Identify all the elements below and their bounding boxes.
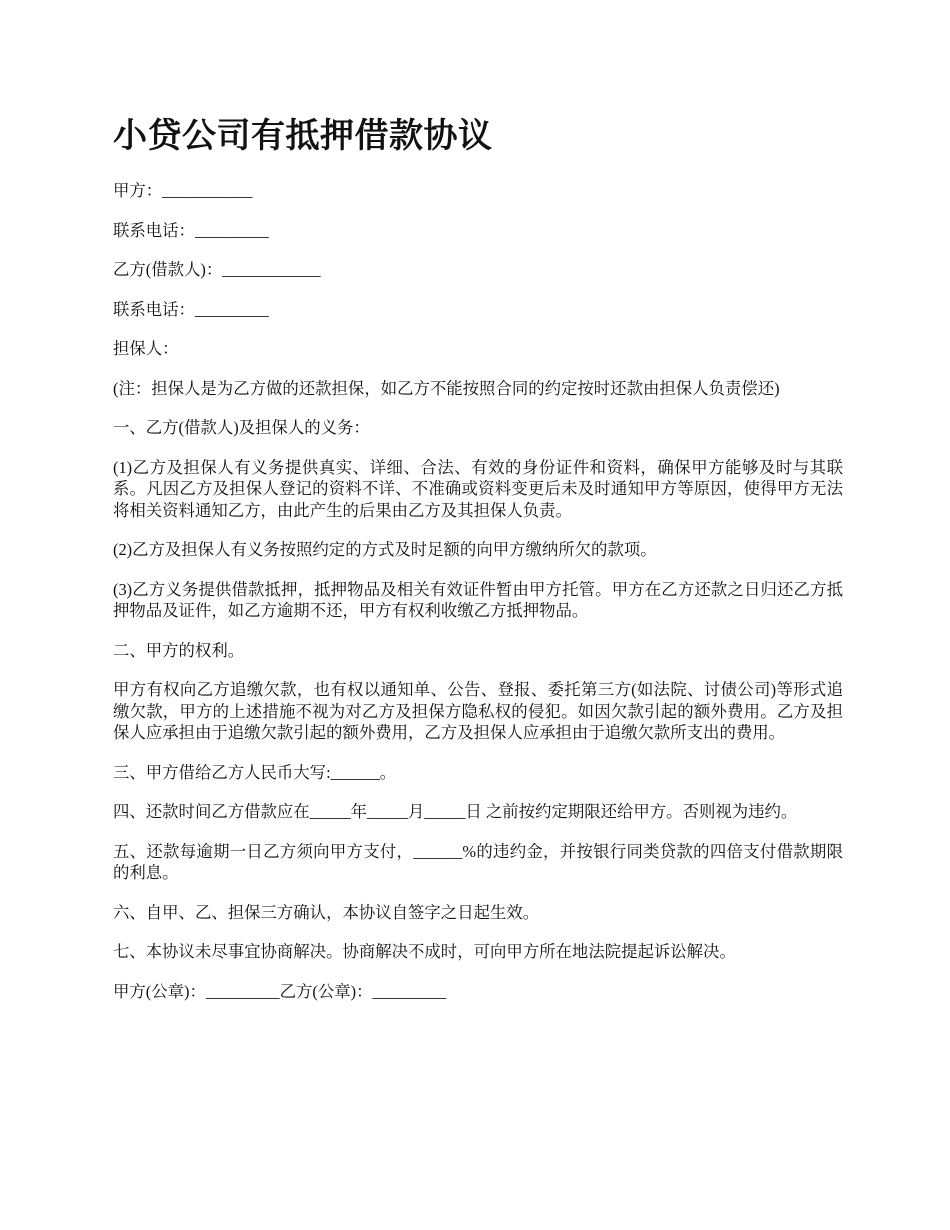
section-4-repayment-date: 四、还款时间乙方借款应在_____年_____月_____日 之前按约定期限还给甲方。否则视为违约。 [113,802,798,821]
section-1-clause-2: (2)乙方及担保人有义务按照约定的方式及时足额的向甲方缴纳所欠的款项。 [113,540,657,559]
guarantor-note: (注：担保人是为乙方做的还款担保，如乙方不能按照合同的约定按时还款由担保人负责偿还) [113,378,780,398]
section-3-loan-amount: 三、甲方借给乙方人民币大写:______。 [113,762,397,782]
section-1-clause-3: (3)乙方义务提供借款抵押，抵押物品及相关有效证件暂由甲方托管。甲方在乙方还款之日归还乙方抵押物品及证件，如乙方逾期不还，甲方有权利收缴乙方抵押物品。 [113,579,843,620]
party-b-phone-line: 联系电话：_________ [113,299,269,319]
party-b-line: 乙方(借款人)：____________ [113,260,321,279]
document-title: 小贷公司有抵押借款协议 [113,116,493,156]
guarantor-line: 担保人： [113,339,179,358]
section-2-heading: 二、甲方的权利。 [113,640,245,660]
section-1-heading: 一、乙方(借款人)及担保人的义务： [113,418,370,437]
section-6-effective: 六、自甲、乙、担保三方确认，本协议自签字之日起生效。 [113,902,540,922]
section-1-clause-1: (1)乙方及担保人有义务提供真实、详细、合法、有效的身份证件和资料，确保甲方能够及时与其联系。凡因乙方及担保人登记的资料不详、不准确或资料变更后未及时通知甲方等原因，使得甲方无法将相关资料通知乙方，由此产生的后果由乙方及其担保人负责。 [113,457,843,520]
signature-line: 甲方(公章)：_________乙方(公章)：_________ [113,981,447,1001]
section-5-penalty: 五、还款每逾期一日乙方须向甲方支付，______%的违约金，并按银行同类贷款的四倍支付借款期限的利息。 [113,841,843,882]
section-7-disputes: 七、本协议未尽事宜协商解决。协商解决不成时，可向甲方所在地法院提起诉讼解决。 [113,942,736,961]
party-a-phone-line: 联系电话：_________ [113,220,269,240]
document-page [113,108,843,1020]
party-a-line: 甲方：___________ [113,181,253,200]
section-2-body: 甲方有权向乙方追缴欠款，也有权以通知单、公告、登报、委托第三方(如法院、讨债公司)等形式追缴欠款，甲方的上述措施不视为对乙方及担保方隐私权的侵犯。如因欠款引起的额外费用。乙方及担保人应承担由于追缴欠款引起的额外费用，乙方及担保人应承担由于追缴欠款所支出的费用。 [113,680,843,742]
